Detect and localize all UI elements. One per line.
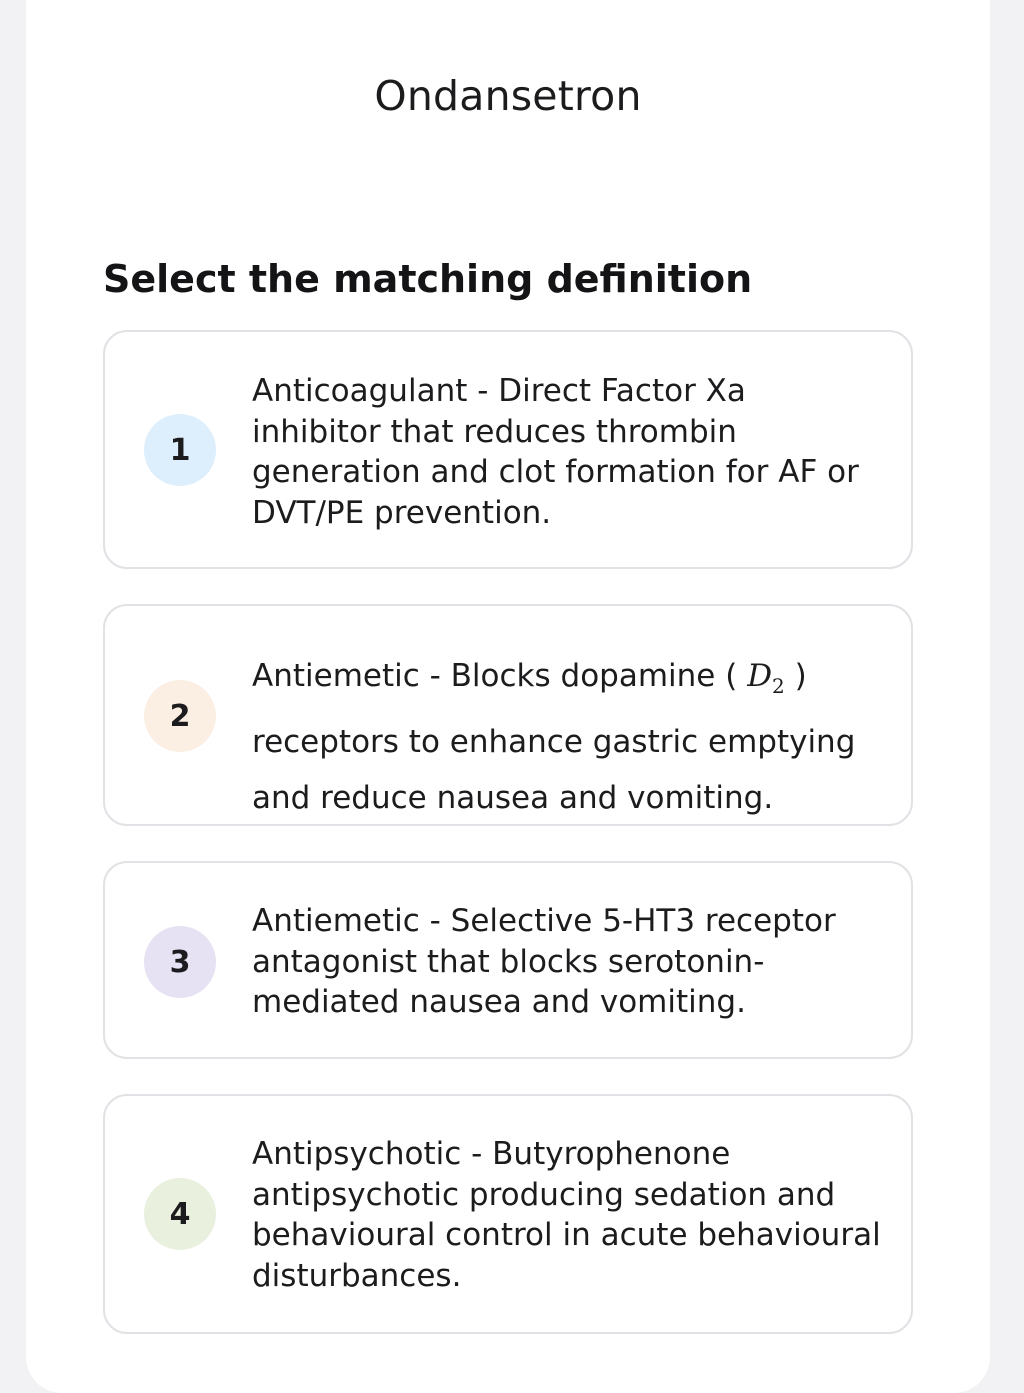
definition-text-start: Antiemetic - Blocks dopamine (: [252, 658, 738, 694]
option-number-badge: 1: [144, 414, 216, 486]
definition-text-end: ) receptors to enhance gastric emptying and reduce nausea and vomiting.: [252, 658, 856, 817]
answer-option-3[interactable]: [103, 861, 913, 1059]
math-symbol: D: [747, 658, 773, 694]
answer-option-2[interactable]: [103, 604, 913, 826]
option-definition: Antiemetic - Selective 5-HT3 receptor antagonist that blocks serotonin-mediated nausea and vomiting.: [252, 903, 836, 1020]
option-definition: Anticoagulant - Direct Factor Xa inhibitor that reduces thrombin generation and clot formation for AF or DVT/PE prevention.: [252, 373, 859, 531]
math-expression: [737, 658, 794, 699]
term-title: Ondansetron: [374, 72, 642, 120]
option-definition: [252, 648, 882, 826]
answer-option-1[interactable]: [103, 330, 913, 569]
math-subscript: 2: [772, 674, 785, 699]
option-number-badge: 2: [144, 680, 216, 752]
option-number-badge: 3: [144, 926, 216, 998]
question-prompt: Select the matching definition: [103, 257, 753, 301]
option-number-badge: 4: [144, 1178, 216, 1250]
option-definition: Antipsychotic - Butyrophenone antipsychotic producing sedation and behavioural control in acute behavioural disturbances.: [252, 1136, 881, 1294]
answer-option-4[interactable]: [103, 1094, 913, 1334]
